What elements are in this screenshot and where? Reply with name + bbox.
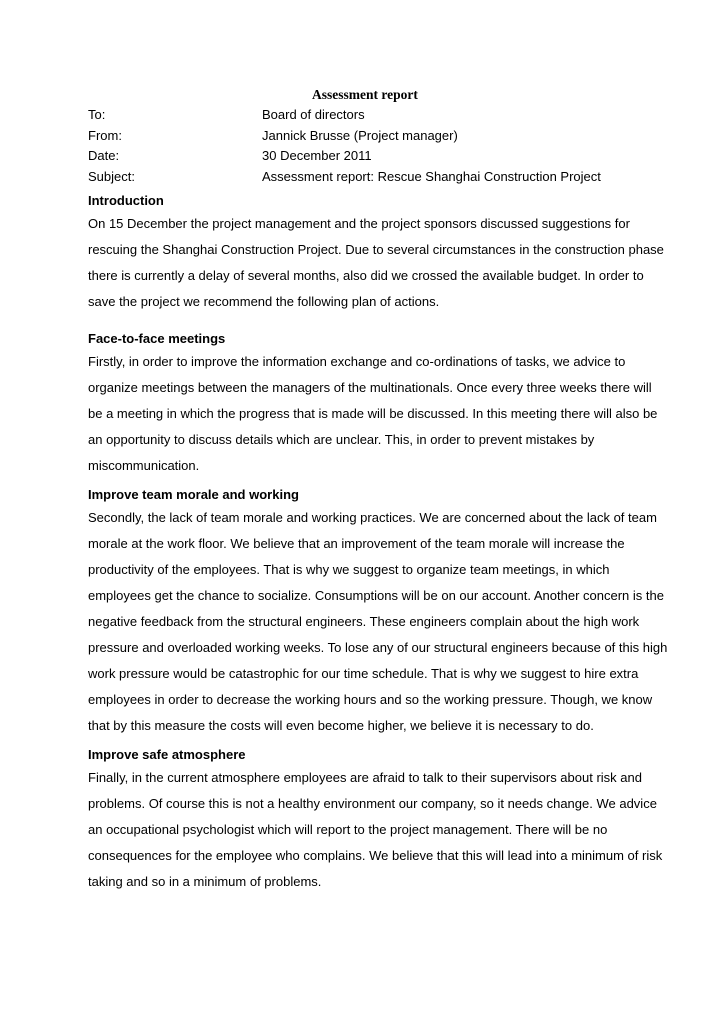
paragraph-line: Finally, in the current atmosphere employees are afraid to talk to their supervisors about risk and: [88, 770, 642, 785]
section-heading: Introduction: [88, 193, 164, 208]
paragraph-line: save the project we recommend the following plan of actions.: [88, 294, 440, 309]
memo-from-value: Jannick Brusse (Project manager): [262, 127, 458, 143]
paragraph-line: negative feedback from the structural engineers. These engineers complain about the high work: [88, 614, 640, 629]
memo-from-row: [88, 126, 648, 147]
memo-date-row: [88, 146, 648, 167]
document-title: Assessment report: [312, 87, 418, 102]
paragraph-line: Secondly, the lack of team morale and working practices. We are concerned about the lack of team: [88, 510, 657, 525]
paragraph-line: morale at the work floor. We believe that an improvement of the team morale will increase the: [88, 536, 625, 551]
memo-to-label: To:: [88, 107, 106, 122]
paragraph-line: miscommunication.: [88, 458, 200, 473]
memo-from-label: From:: [88, 127, 122, 143]
paragraph-line: that by this measure the costs will even become higher, we believe it is necessary to do.: [88, 718, 594, 733]
paragraph-line: Firstly, in order to improve the information exchange and co-ordinations of tasks, we advice to: [88, 354, 626, 369]
paragraph-line: On 15 December the project management and the project sponsors discussed suggestions for: [88, 216, 630, 231]
memo-date-value: 30 December 2011: [262, 148, 372, 163]
paragraph-line: an occupational psychologist which will report to the project management. There will be no: [88, 822, 608, 837]
memo-to-row: [88, 105, 648, 126]
paragraph-line: rescuing the Shanghai Construction Project. Due to several circumstances in the construction phase: [88, 242, 664, 257]
section-introduction: [88, 191, 664, 315]
section-heading: Improve safe atmosphere: [88, 747, 246, 762]
memo-header: [88, 105, 648, 187]
memo-date-label: Date:: [88, 148, 120, 163]
section-face-to-face-meetings: [88, 329, 658, 479]
memo-to-value: Board of directors: [262, 107, 365, 122]
paragraph-line: there is currently a delay of several months, also did we crossed the available budget. In order to: [88, 268, 644, 283]
section-team-morale: [88, 485, 668, 739]
section-heading: Face-to-face meetings: [88, 331, 226, 346]
paragraph-line: employees get the chance to socialize. Consumptions will be on our account. Another concern is the: [88, 588, 664, 603]
paragraph-line: work pressure would be catastrophic for our time schedule. That is why we suggest to hire extra: [88, 666, 639, 681]
paragraph-line: consequences for the employee who complains. We believe that this will lead into a minimum of risk: [88, 848, 663, 863]
paragraph-line: an opportunity to discuss details which are unclear. This, in order to prevent mistakes by: [88, 432, 595, 447]
memo-subject-label: Subject:: [88, 168, 135, 184]
paragraph-line: pressure and overloaded working weeks. To lose any of our structural engineers because of this high: [88, 640, 668, 655]
paragraph-line: problems. Of course this is not a healthy environment our company, so it needs change. We advice: [88, 796, 657, 811]
paragraph-line: be a meeting in which the progress that is made will be discussed. In this meeting there will also be: [88, 406, 658, 421]
paragraph-line: productivity of the employees. That is why we suggest to organize team meetings, in which: [88, 562, 610, 577]
memo-subject-row: [88, 167, 648, 188]
memo-subject-value: Assessment report: Rescue Shanghai Construction Project: [262, 168, 601, 184]
section-heading: Improve team morale and working: [88, 487, 299, 502]
paragraph-line: organize meetings between the managers of the multinationals. Once every three weeks there will: [88, 380, 652, 395]
paragraph-line: taking and so in a minimum of problems.: [88, 874, 322, 889]
section-safe-atmosphere: [88, 745, 663, 895]
paragraph-line: employees in order to decrease the working hours and so the working pressure. Though, we know: [88, 692, 653, 707]
